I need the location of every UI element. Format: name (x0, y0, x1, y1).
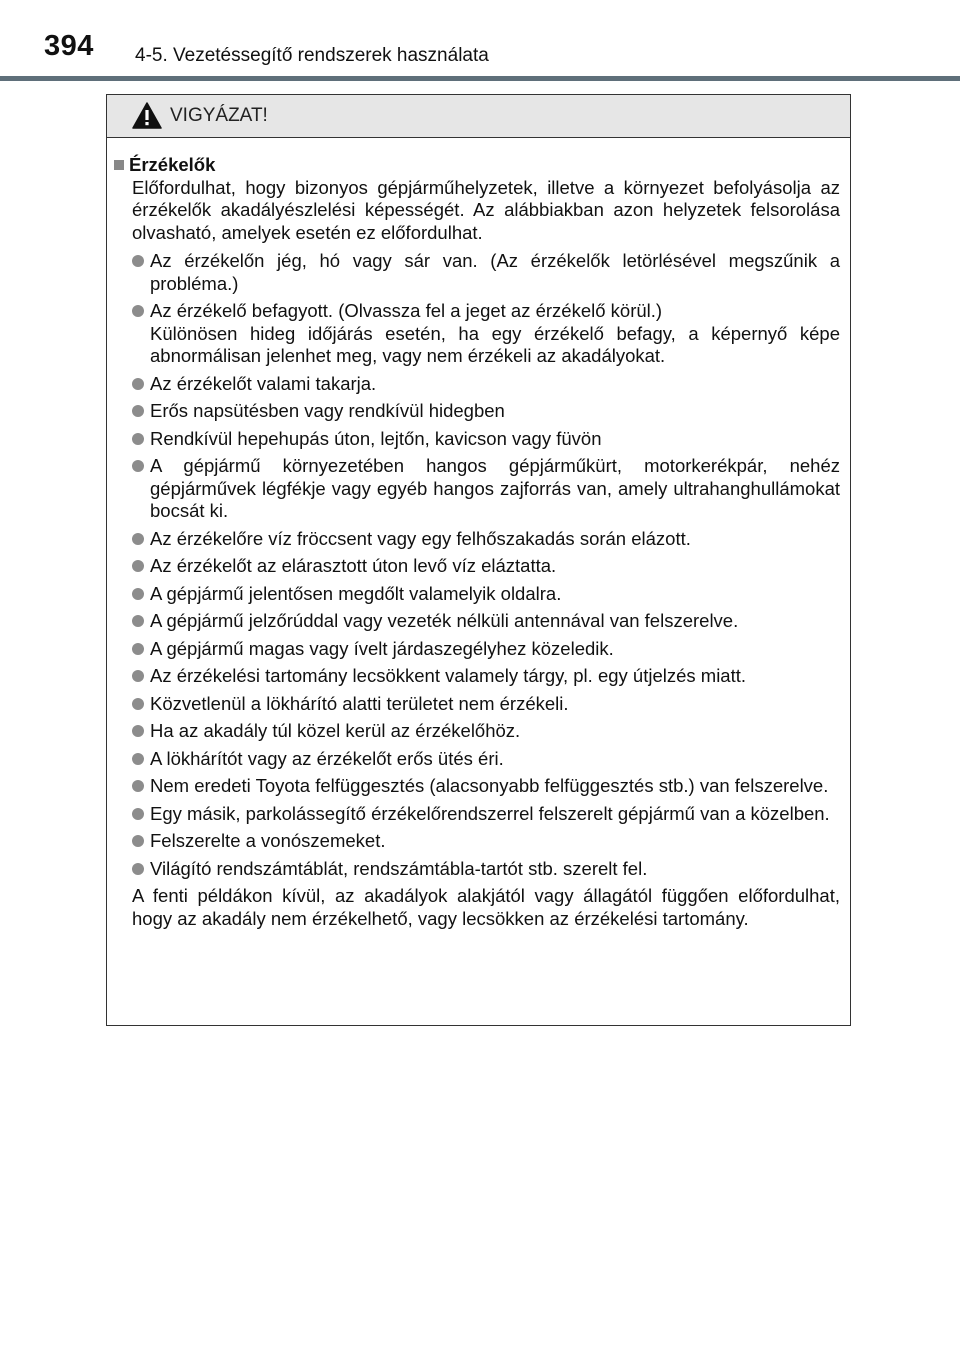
list-item (114, 455, 840, 523)
list-item (114, 428, 840, 451)
list-item-text: Világító rendszámtáblát, rendszámtábla-tartót stb. szerelt fel. (150, 857, 648, 879)
bullet-icon (132, 808, 144, 820)
bullet-icon (132, 405, 144, 417)
condition-list (114, 250, 840, 880)
list-item (114, 830, 840, 853)
list-item (114, 665, 840, 688)
list-item-text: Az érzékelőre víz fröccsent vagy egy felhőszakadás során elázott. (150, 527, 691, 549)
subheading-text: Érzékelők (129, 154, 216, 175)
bullet-icon (132, 255, 144, 267)
bullet-icon (132, 615, 144, 627)
list-item (114, 528, 840, 551)
bullet-icon (132, 643, 144, 655)
bullet-icon (132, 433, 144, 445)
list-item-text: Nem eredeti Toyota felfüggesztés (alacsonyabb felfüggesztés stb.) van felszerelve. (150, 775, 829, 796)
list-item (114, 400, 840, 423)
list-item-text: Az érzékelőn jég, hó vagy sár van. (Az érzékelők letörlésével megszűnik a probléma.) (150, 250, 840, 294)
page-number: 394 (44, 30, 94, 62)
warning-body (107, 138, 850, 930)
bullet-icon (132, 670, 144, 682)
list-item-text: A gépjármű környezetében hangos gépjárműkürt, motorkerékpár, nehéz gépjárművek légfékje vagy egyéb hangos zajforrás van, amely ultrahanghullámokat bocsát ki. (150, 455, 840, 521)
list-item (114, 858, 840, 881)
closing-paragraph: A fenti példákon kívül, az akadályok alakjától vagy állagától függően előfordulhat, hogy az akadály nem érzékelhető, vagy lecsökken az érzékelési tartomány. (132, 885, 840, 929)
list-item (114, 555, 840, 578)
warning-triangle-icon (132, 102, 162, 129)
warning-header (107, 95, 850, 138)
list-item-text: Az érzékelő befagyott. (Olvassza fel a jeget az érzékelő körül.) Különösen hideg időjárás esetén, ha egy érzékelő befagy, a képernyő képe abnormálisan jelenhet meg, vagy nem érzékeli az akadályokat. (150, 300, 840, 366)
bullet-icon (132, 753, 144, 765)
list-item (114, 638, 840, 661)
list-item (114, 610, 840, 633)
list-item (114, 720, 840, 743)
list-item-text: Közvetlenül a lökhárító alatti területet nem érzékeli. (150, 692, 569, 714)
bullet-icon (132, 560, 144, 572)
list-item-text: Az érzékelőt valami takarja. (150, 372, 377, 394)
section-title: 4-5. Vezetéssegítő rendszerek használata (135, 45, 489, 66)
list-item-text: Egy másik, parkolássegítő érzékelőrendszerrel felszerelt gépjármű van a közelben. (150, 802, 830, 824)
bullet-icon (132, 378, 144, 390)
list-item (114, 583, 840, 606)
list-item-text: Ha az akadály túl közel kerül az érzékelőhöz. (150, 720, 521, 741)
bullet-icon (132, 460, 144, 472)
subheading (114, 154, 840, 177)
square-bullet-icon (114, 160, 124, 170)
bullet-icon (132, 863, 144, 875)
list-item-text: Rendkívül hepehupás úton, lejtőn, kavicson vagy füvön (150, 427, 602, 449)
list-item (114, 803, 840, 826)
list-item (114, 775, 840, 798)
list-item-text: Erős napsütésben vagy rendkívül hidegben (150, 400, 505, 421)
list-item (114, 693, 840, 716)
warning-title: VIGYÁZAT! (170, 105, 268, 126)
list-item-text: Az érzékelési tartomány lecsökkent valamely tárgy, pl. egy útjelzés miatt. (150, 665, 747, 686)
bullet-icon (132, 533, 144, 545)
list-item (114, 250, 840, 295)
bullet-icon (132, 305, 144, 317)
list-item-text: Az érzékelőt az elárasztott úton levő víz eláztatta. (150, 555, 557, 576)
list-item-text: A lökhárítót vagy az érzékelőt erős ütés éri. (150, 747, 504, 769)
list-item-text: A gépjármű jelentősen megdőlt valamelyik oldalra. (150, 582, 562, 604)
bullet-icon (132, 588, 144, 600)
bullet-icon (132, 835, 144, 847)
bullet-icon (132, 780, 144, 792)
bullet-icon (132, 698, 144, 710)
bullet-icon (132, 725, 144, 737)
list-item (114, 373, 840, 396)
list-item (114, 748, 840, 771)
list-item (114, 300, 840, 368)
list-item-text: A gépjármű jelzőrúddal vagy vezeték nélküli antennával van felszerelve. (150, 610, 739, 631)
header-rule (0, 76, 960, 81)
list-item-text: Felszerelte a vonószemeket. (150, 830, 386, 851)
list-item-text: A gépjármű magas vagy ívelt járdaszegélyhez közeledik. (150, 637, 614, 659)
intro-paragraph: Előfordulhat, hogy bizonyos gépjárműhelyzetek, illetve a környezet befolyásolja az érzékelők akadályészlelési képességét. Az alábbiakban azon helyzetek felsorolása olvasható, amelyek esetén ez előfordulhat. (132, 176, 840, 243)
warning-box (106, 94, 851, 1026)
